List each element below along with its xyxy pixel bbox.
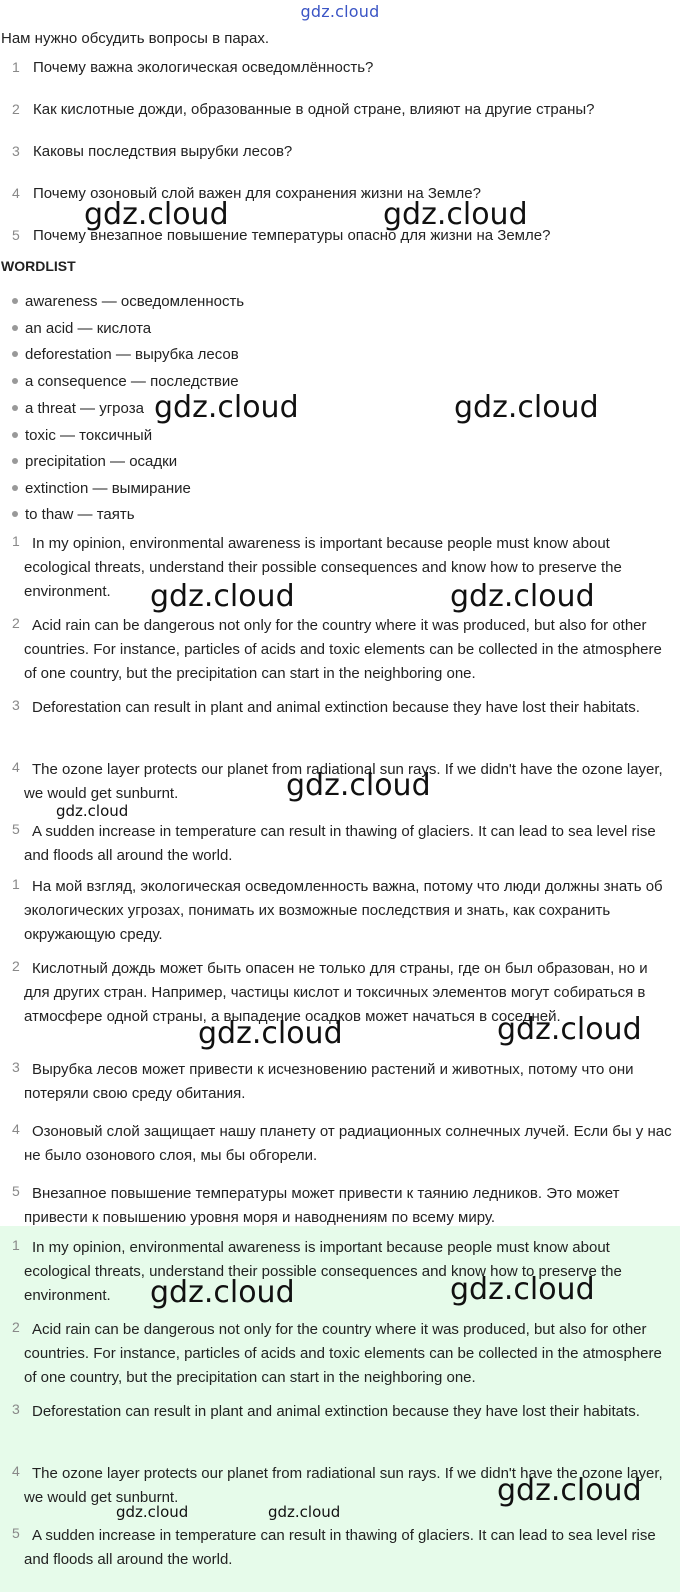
wordlist-item [12,427,152,449]
answer-number: 4 [12,1121,20,1137]
question-item [0,101,680,127]
answer-text: The ozone layer protects our planet from radiational sun rays. If we didn't have the ozone layer, we would get sunburnt. [24,761,663,802]
bullet-icon [12,298,18,304]
watermark: gdz.cloud [497,1012,642,1047]
answer-text: На мой взгляд, экологическая осведомленность важна, потому что люди должны знать об экологических угрозах, понимать их возможные последствия и знать, как сохранить окружающую среду. [24,878,663,943]
question-text: Почему важна экологическая осведомлённость? [33,59,374,76]
answer-text: Acid rain can be dangerous not only for the country where it was produced, but also for other countries. For instance, particles of acids and toxic elements can be collected in the atmosphere of one country, but the precipitation can start in the neighboring one. [24,617,662,682]
intro-text: Нам нужно обсудить вопросы в парах. [1,30,270,47]
wordlist-item [12,293,244,315]
answer-number: 2 [12,615,20,631]
wordlist-item-text: precipitation — осадки [25,453,178,470]
question-item [0,59,680,85]
watermark: gdz.cloud [56,802,129,820]
wordlist-item [12,346,239,368]
answer-number: 4 [12,1463,20,1479]
answer-number: 5 [12,821,20,837]
watermark: gdz.cloud [150,1275,295,1310]
answer-text: Deforestation can result in plant and animal extinction because they have lost their habitats. [32,1403,640,1420]
wordlist-item-text: a consequence — последствие [25,373,239,390]
watermark: gdz.cloud [497,1473,642,1508]
wordlist-item-text: to thaw — таять [25,506,135,523]
answer-text: In my opinion, environmental awareness is important because people must know about ecological threats, understand their possible consequences and know how to preserve the environment. [24,1239,622,1304]
wordlist-heading: WORDLIST [1,258,76,274]
answer-text: Внезапное повышение температуры может привести к таянию ледников. Это может привести к повышению уровня моря и наводнениям по всему миру. [24,1185,620,1226]
bullet-icon [12,325,18,331]
question-item [0,143,680,169]
bullet-icon [12,458,18,464]
wordlist-item [12,506,135,528]
watermark: gdz.cloud [84,197,229,232]
answer-text: Озоновый слой защищает нашу планету от радиационных солнечных лучей. Если бы у нас не было озонового слоя, мы бы обгорели. [24,1123,672,1164]
answer-number: 5 [12,1183,20,1199]
watermark: gdz.cloud [383,197,528,232]
answer-number: 3 [12,1401,20,1417]
wordlist-item [12,400,144,422]
question-number: 1 [12,59,20,75]
answer-text: Кислотный дождь может быть опасен не только для страны, где он был образован, но и для других стран. Например, частицы кислот и токсичных элементов могут собираться в атмосфере одной страны, а выпадение осадков может начаться в соседней. [24,960,648,1025]
wordlist-item [12,480,191,502]
bullet-icon [12,432,18,438]
watermark: gdz.cloud [154,390,299,425]
wordlist-item [12,453,177,475]
question-text: Каковы последствия вырубки лесов? [33,143,293,160]
answer-text: In my opinion, environmental awareness is important because people must know about ecological threats, understand their possible consequences and know how to preserve the environment. [24,535,622,600]
watermark: gdz.cloud [116,1503,189,1521]
answer-text: The ozone layer protects our planet from radiational sun rays. If we didn't have the ozone layer, we would get sunburnt. [24,1465,663,1506]
watermark: gdz.cloud [198,1016,343,1051]
watermark: gdz.cloud [454,390,599,425]
bullet-icon [12,378,18,384]
answer-number: 2 [12,1319,20,1335]
answer-number: 2 [12,958,20,974]
site-logo[interactable]: gdz.cloud [300,2,380,21]
answer-number: 4 [12,759,20,775]
answer-number: 5 [12,1525,20,1541]
wordlist-item-text: an acid — кислота [25,320,152,337]
answer-text: A sudden increase in temperature can result in thawing of glaciers. It can lead to sea level rise and floods all around the world. [24,1527,656,1568]
answer-text: Deforestation can result in plant and animal extinction because they have lost their habitats. [32,699,640,716]
question-number: 3 [12,143,20,159]
watermark: gdz.cloud [450,1272,595,1307]
answer-text: A sudden increase in temperature can result in thawing of glaciers. It can lead to sea level rise and floods all around the world. [24,823,656,864]
wordlist-item-text: toxic — токсичный [25,427,153,444]
watermark: gdz.cloud [286,768,431,803]
bullet-icon [12,405,18,411]
wordlist-item-text: deforestation — вырубка лесов [25,346,239,363]
answer-number: 1 [12,876,20,892]
watermark: gdz.cloud [268,1503,341,1521]
question-number: 2 [12,101,20,117]
answer-text: Вырубка лесов может привести к исчезновению растений и животных, потому что они потеряли свою среду обитания. [24,1061,634,1102]
bullet-icon [12,351,18,357]
question-text: Почему внезапное повышение температуры опасно для жизни на Земле? [33,227,551,244]
bullet-icon [12,485,18,491]
watermark: gdz.cloud [450,579,595,614]
answer-number: 1 [12,533,20,549]
watermark: gdz.cloud [150,579,295,614]
bullet-icon [12,511,18,517]
answer-number: 3 [12,697,20,713]
wordlist-item [12,320,151,342]
wordlist-item-text: a threat — угроза [25,400,144,417]
answer-number: 3 [12,1059,20,1075]
question-number: 5 [12,227,20,243]
answer-text: Acid rain can be dangerous not only for the country where it was produced, but also for other countries. For instance, particles of acids and toxic elements can be collected in the atmosphere of one country, but the precipitation can start in the neighboring one. [24,1321,662,1386]
question-text: Почему озоновый слой важен для сохранения жизни на Земле? [33,185,481,202]
question-number: 4 [12,185,20,201]
wordlist-item-text: extinction — вымирание [25,480,191,497]
wordlist-item-text: awareness — осведомленность [25,293,245,310]
question-text: Как кислотные дожди, образованные в одной стране, влияют на другие страны? [33,101,595,118]
answer-number: 1 [12,1237,20,1253]
